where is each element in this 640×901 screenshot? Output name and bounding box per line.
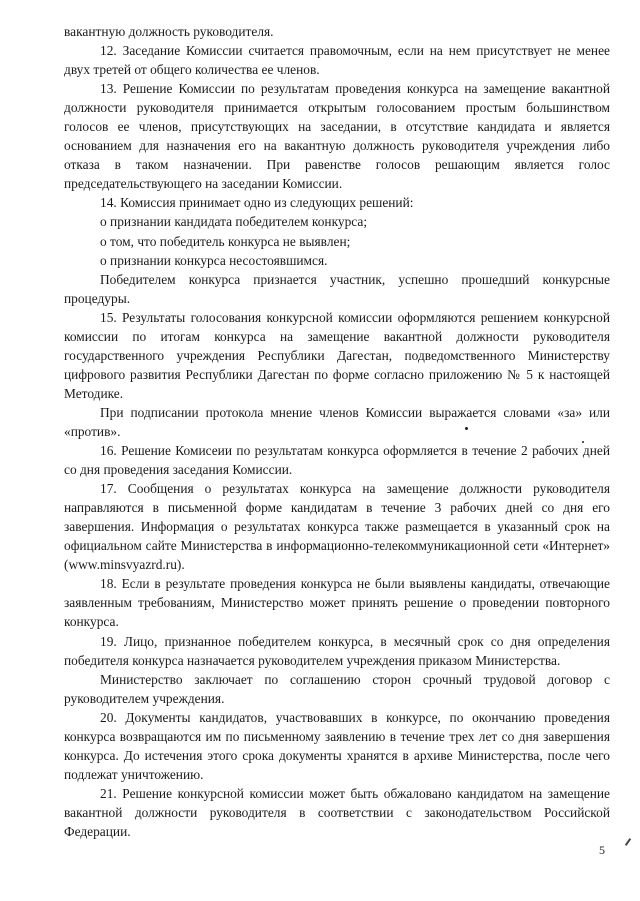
paragraph-15: 15. Результаты голосования конкурсной комиссии оформляются решением конкурсной комиссии по итогам конкурса на замещение вакантной должности руководителя государственного учреждения Республики Дагестан, подведомственного Министерству цифрового развития Республики Дагестан по форме согласно приложению № 5 к настоящей Методике. [64,309,610,401]
list-item-decision-winner: о признании кандидата победителем конкурса; [100,214,368,230]
paragraph-12: 12. Заседание Комиссии считается правомочным, если на нем присутствует не менее двух третей от общего количества ее членов. [64,43,610,78]
paragraph-19-contract: Министерство заключает по соглашению сторон срочный трудовой договор с руководителем учреждения. [64,671,610,706]
paragraph-19: 19. Лицо, признанное победителем конкурса, в месячный срок со дня определения победителя конкурса назначается руководителем учреждения приказом Министерства. [64,633,610,668]
paragraph-14: 14. Комиссия принимает одно из следующих решений: [100,195,414,211]
scan-speck [582,441,584,443]
document-body [64,22,610,841]
paragraph-15-signing: При подписании протокола мнение членов Комиссии выражается словами «за» или «против». [64,404,610,439]
paragraph-14-winner: Победителем конкурса признается участник, успешно прошедший конкурсные процедуры. [64,271,610,306]
paragraph-21: 21. Решение конкурсной комиссии может быть обжаловано кандидатом на замещение вакантной должности руководителя в соответствии с законодательством Российской Федерации. [64,785,610,839]
list-item-decision-failed: о признании конкурса несостоявшимся. [100,252,328,268]
paragraph-16: 16. Решение Комисеии по результатам конкурса оформляется в течение 2 рабочих дней со дня проведения заседания Комиссии. [64,443,610,478]
paragraph-20: 20. Документы кандидатов, участвовавших в конкурсе, по окончанию проведения конкурса возвращаются им по письменному заявлению в течение трех лет со дня завершения конкурса. До истечения этого срока документы хранятся в архиве Министерства, после чего подлежат уничтожению. [64,709,610,782]
paragraph-18: 18. Если в результате проведения конкурса не были выявлены кандидаты, отвечающие заявленным требованиям, Министерство может принять решение о проведении повторного конкурса. [64,576,610,630]
list-item-decision-no-winner: о том, что победитель конкурса не выявлен; [100,233,351,249]
paragraph-continuation: вакантную должность руководителя. [64,24,274,39]
scan-speck [465,427,468,430]
paragraph-17: 17. Сообщения о результатах конкурса на замещение должности руководителя направляются в письменной форме кандидатам в течение 3 рабочих дней со дня его завершения. Информация о результатах конкурса также размещается в указанный срок на официальном сайте Министерства в информационно-телекоммуникационной сети «Интернет» (www.minsvyazrd.ru). [64,481,610,573]
scan-mark [625,838,631,846]
page-number: 5 [599,843,605,857]
paragraph-13: 13. Решение Комиссии по результатам проведения конкурса на замещение вакантной должности руководителя принимается открытым голосованием простым большинством голосов ее членов, присутствующих на заседании, в отсутствие кандидата и является основанием для назначения его на вакантную должность руководителя учреждения либо отказа в таком назначении. При равенстве голосов решающим является голос председательствующего на заседании Комиссии. [64,81,610,192]
